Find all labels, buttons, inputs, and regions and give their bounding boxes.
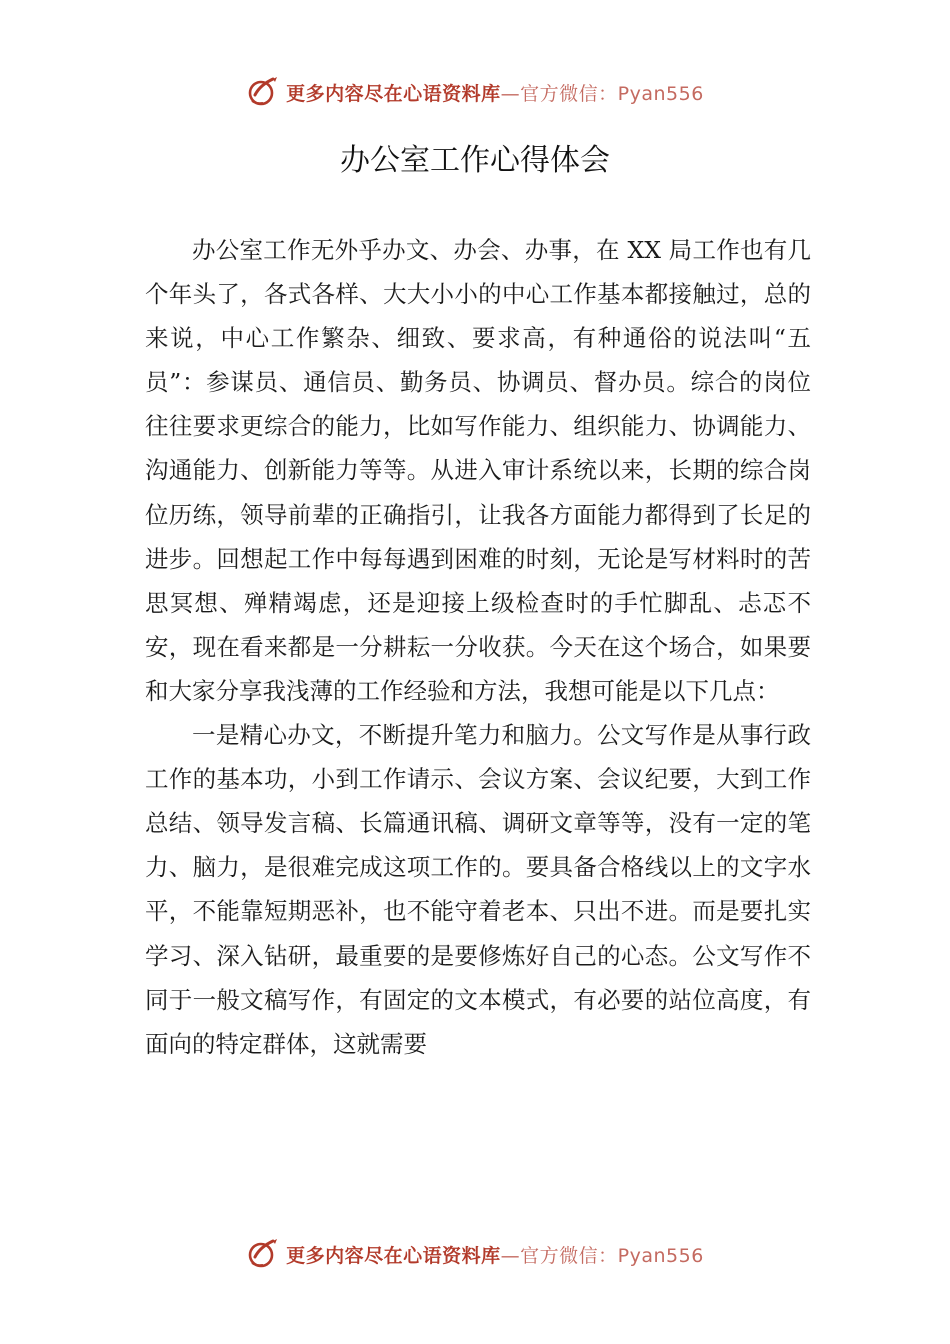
header-wechat-text: —官方微信：Pyan556 <box>500 82 704 105</box>
footer-banner-text: 更多内容尽在心语资料库 <box>286 1244 501 1267</box>
pen-brush-logo-icon <box>246 1236 282 1272</box>
header-banner-text: 更多内容尽在心语资料库 <box>286 82 501 105</box>
paragraph-point-one: 一是精心办文，不断提升笔力和脑力。公文写作是从事行政工作的基本功，小到工作请示、会议方案、会议纪要，大到工作总结、领导发言稿、长篇通讯稿、调研文章等等，没有一定的笔力、脑力，是很难完成这项工作的。要具备合格线以上的文字水平，不能靠短期恶补，也不能守着老本、只出不进。而是要扎实学习、深入钻研，最重要的是要修炼好自己的心态。公文写作不同于一般文稿写作，有固定的文本模式，有必要的站位高度，有面向的特定群体，这就需要 <box>145 721 811 1058</box>
pen-brush-logo-icon <box>246 74 282 110</box>
paragraph-intro: 办公室工作无外乎办文、办会、办事，在 XX 局工作也有几个年头了，各式各样、大大小小的中心工作基本都接触过，总的来说，中心工作繁杂、细致、要求高，有种通俗的说法叫“五员”：参谋员、通信员、勤务员、协调员、督办员。综合的岗位往往要求更综合的能力，比如写作能力、组织能力、协调能力、沟通能力、创新能力等等。从进入审计系统以来，长期的综合岗位历练，领导前辈的正确指引，让我各方面能力都得到了长足的进步。回想起工作中每每遇到困难的时刻，无论是写材料时的苦思冥想、殚精竭虑，还是迎接上级检查时的手忙脚乱、忐忑不安，现在看来都是一分耕耘一分收获。今天在这个场合，如果要和大家分享我浅薄的工作经验和方法，我想可能是以下几点： <box>145 236 811 705</box>
footer-banner <box>0 1234 950 1274</box>
header-banner <box>0 72 950 112</box>
footer-wechat-text: —官方微信：Pyan556 <box>500 1244 704 1267</box>
document-title: 办公室工作心得体会 <box>340 143 610 178</box>
document-body <box>145 228 811 1066</box>
